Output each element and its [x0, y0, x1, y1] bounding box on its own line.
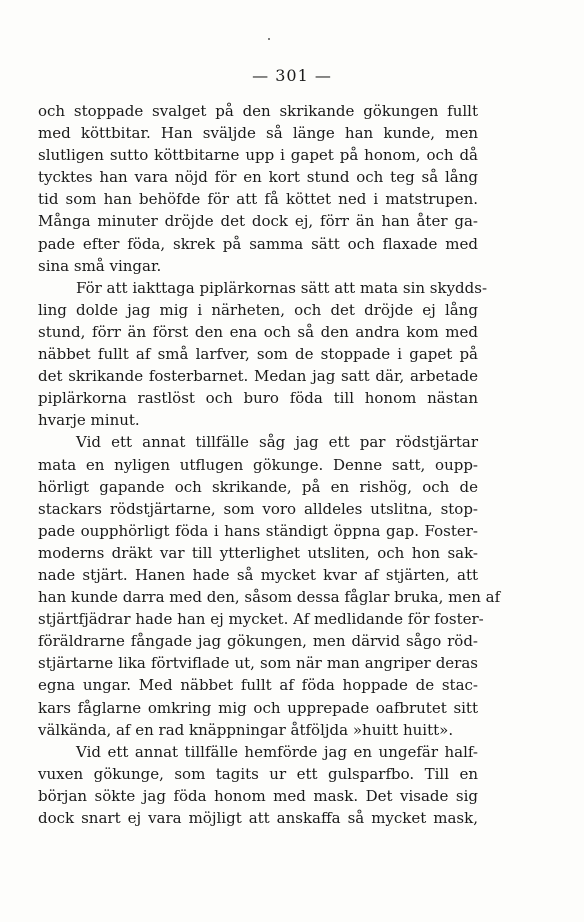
paragraph — [38, 431, 501, 740]
text-line: dock snart ej vara möjligt att anskaffa så mycket mask, — [38, 809, 478, 827]
text-line: moderns dräkt var till ytterlighet utsliten, och hon sak- — [38, 543, 478, 562]
text-line: vuxen gökunge, som tagits ur ett gulsparfbo. Till en — [38, 764, 478, 783]
text-line: tycktes han vara nöjd för en kort stund och teg så lång — [38, 168, 478, 187]
text-line: mata en nyligen utflugen gökunge. Denne satt, oupp- — [38, 455, 478, 474]
text-line: stackars rödstjärtarne, som voro alldeles utslitna, stop- — [38, 499, 478, 518]
text-line: sina små vingar. — [38, 256, 162, 275]
text-line: med köttbitar. Han sväljde så länge han kunde, men — [38, 124, 478, 143]
text-line: stjärtfjädrar hade han ej mycket. Af medlidande för foster- — [38, 610, 484, 629]
text-line: Vid ett annat tillfälle hemförde jag en ungefär half- — [76, 742, 478, 761]
paragraph — [38, 100, 478, 277]
text-line: stjärtarne lika förtviflade ut, som när man angriper deras — [38, 654, 478, 673]
text-line: slutligen sutto köttbitarne upp i gapet på honom, och då — [38, 146, 478, 165]
text-line: början sökte jag föda honom med mask. Det visade sig — [38, 786, 478, 805]
text-line: nade stjärt. Hanen hade så mycket kvar af stjärten, att — [38, 565, 478, 584]
text-line: egna ungar. Med näbbet fullt af föda hoppade de stac- — [38, 676, 478, 695]
text-line: kars fåglarne omkring mig och upprepade oafbrutet sitt — [38, 698, 478, 717]
text-line: piplärkorna rastlöst och buro föda till honom nästan — [38, 389, 478, 408]
text-line: föräldrarne fångade jag gökungen, men därvid sågo röd- — [38, 632, 478, 651]
text-line: stund, förr än först den ena och så den andra kom med — [38, 322, 478, 341]
text-line: pade efter föda, skrek på samma sätt och flaxade med — [38, 234, 478, 253]
paragraph — [38, 741, 478, 829]
text-line: han kunde darra med den, såsom dessa fåglar bruka, men af — [38, 588, 501, 607]
text-line: Vid ett annat tillfälle såg jag ett par rödstjärtar — [76, 433, 478, 452]
text-line: välkända, af en rad knäppningar åtföljda »huitt huitt». — [38, 720, 454, 739]
text-line: ling dolde jag mig i närheten, och det dröjde ej lång — [38, 300, 478, 319]
text-line: hörligt gapande och skrikande, på en rishög, och de — [38, 477, 478, 496]
text-line: tid som han behöfde för att få köttet ned i matstrupen. — [38, 190, 478, 209]
page-speck — [268, 38, 270, 40]
paragraph — [38, 277, 488, 432]
text-line: hvarje minut. — [38, 411, 140, 430]
text-line: pade oupphörligt föda i hans ständigt öppna gap. Foster- — [38, 521, 478, 540]
text-line: det skrikande fosterbarnet. Medan jag satt där, arbetade — [38, 367, 478, 386]
page-number: — 301 — — [252, 66, 332, 85]
text-line: Många minuter dröjde det dock ej, förr än han åter ga- — [38, 212, 478, 231]
text-line: För att iakttaga piplärkornas sätt att mata sin skydds- — [76, 278, 488, 297]
text-line: näbbet fullt af små larfver, som de stoppade i gapet på — [38, 345, 478, 364]
body-text — [38, 100, 501, 829]
text-line: och stoppade svalget på den skrikande gökungen fullt — [38, 102, 478, 120]
